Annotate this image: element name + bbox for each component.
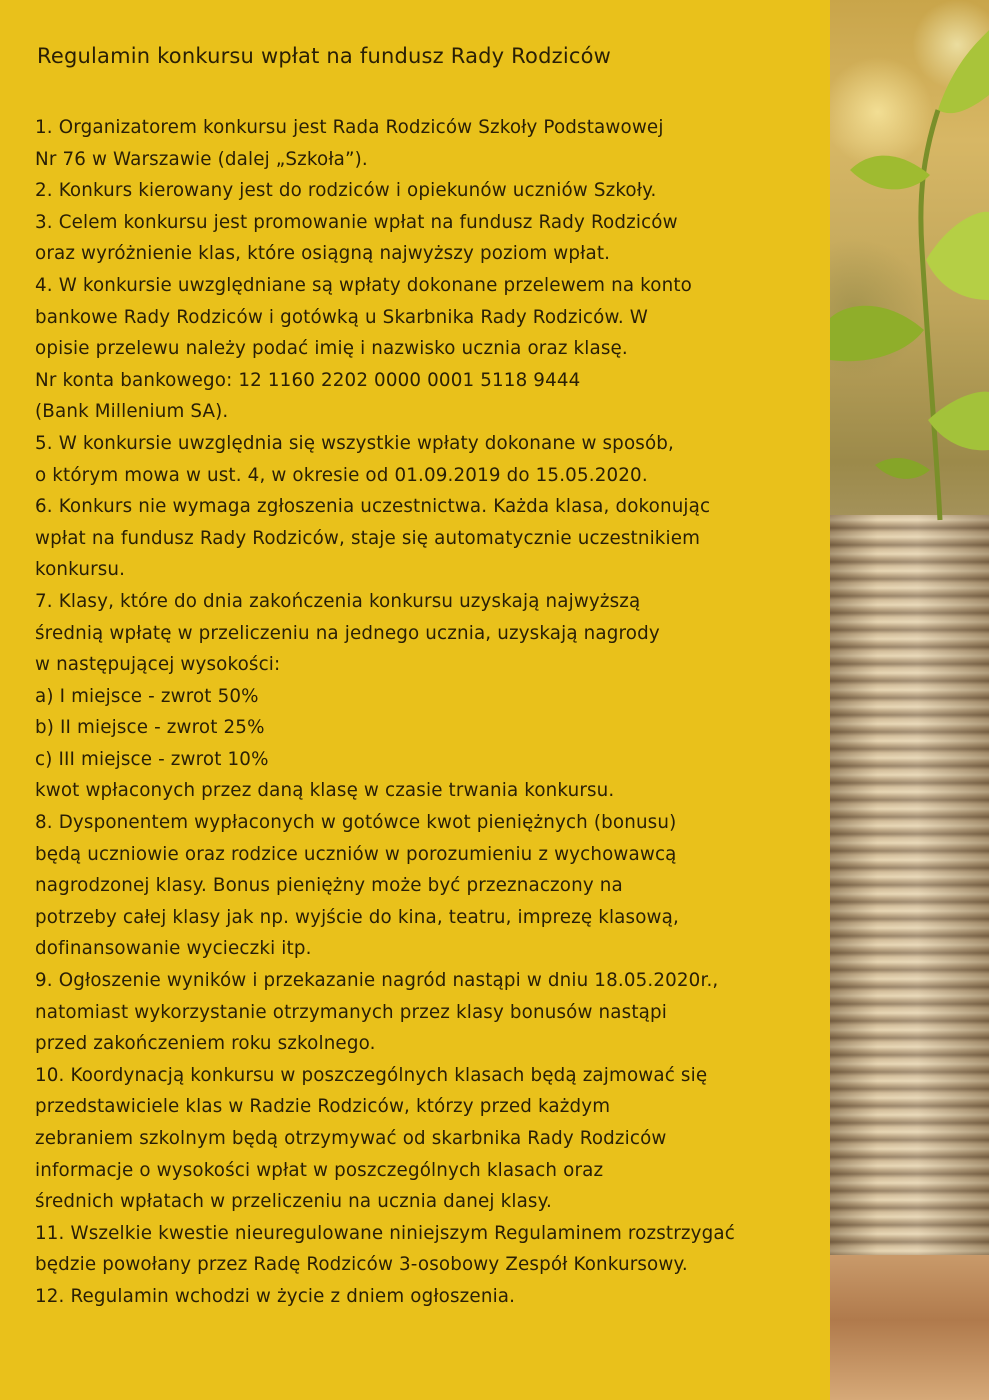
text-line: przed zakończeniem roku szkolnego. [35,1033,376,1055]
text-line: (Bank Millenium SA). [35,401,229,423]
text-line: 12. Regulamin wchodzi w życie z dniem ogłoszenia. [35,1285,516,1307]
text-line: 4. W konkursie uwzględniane są wpłaty dokonane przelewem na konto [35,274,692,296]
text-line: w następującej wysokości: [35,654,281,676]
text-line: średnich wpłatach w przeliczeniu na ucznia danej klasy. [35,1191,552,1213]
text-line: 8. Dysponentem wypłaconych w gotówce kwot pieniężnych (bonusu) [35,812,677,834]
regulations-content [35,44,825,1313]
text-line: 9. Ogłoszenie wyników i przekazanie nagród nastąpi w dniu 18.05.2020r., [35,970,719,992]
text-line: będą uczniowie oraz rodzice uczniów w porozumieniu z wychowawcą [35,843,677,865]
text-line: 6. Konkurs nie wymaga zgłoszenia uczestnictwa. Każda klasa, dokonując [35,496,711,518]
text-line: wpłat na fundusz Rady Rodziców, staje się automatycznie uczestnikiem [35,527,701,549]
text-line: informacje o wysokości wpłat w poszczególnych klasach oraz [35,1159,604,1181]
text-line: a) I miejsce - zwrot 50% [35,685,259,707]
text-line: kwot wpłaconych przez daną klasę w czasie trwania konkursu. [35,780,615,802]
text-line: 10. Koordynacją konkursu w poszczególnych klasach będą zajmować się [35,1064,708,1086]
text-line: bankowe Rady Rodziców i gotówką u Skarbnika Rady Rodziców. W [35,306,649,328]
coin-stack [830,515,989,1255]
text-line: 5. W konkursie uwzględnia się wszystkie wpłaty dokonane w sposób, [35,432,674,454]
text-line: będzie powołany przez Radę Rodziców 3-osobowy Zespół Konkursowy. [35,1254,688,1276]
text-line: 7. Klasy, które do dnia zakończenia konkursu uzyskają najwyższą [35,590,641,612]
text-line: c) III miejsce - zwrot 10% [35,748,269,770]
text-line: 2. Konkurs kierowany jest do rodziców i opiekunów uczniów Szkoły. [35,180,657,202]
text-line: nagrodzonej klasy. Bonus pieniężny może być przeznaczony na [35,875,623,897]
text-line: oraz wyróżnienie klas, które osiągną najwyższy poziom wpłat. [35,243,611,265]
text-line: potrzeby całej klasy jak np. wyjście do kina, teatru, imprezę klasową, [35,906,679,928]
text-line: 3. Celem konkursu jest promowanie wpłat na fundusz Rady Rodziców [35,211,678,233]
text-line: b) II miejsce - zwrot 25% [35,717,265,739]
text-line: 1. Organizatorem konkursu jest Rada Rodziców Szkoły Podstawowej [35,117,664,138]
text-line: opisie przelewu należy podać imię i nazwisko ucznia oraz klasę. [35,338,628,360]
text-line: przedstawiciele klas w Radzie Rodziców, którzy przed każdym [35,1096,611,1118]
text-line: zebraniem szkolnym będą otrzymywać od skarbnika Rady Rodziców [35,1128,667,1149]
text-line: 11. Wszelkie kwestie nieuregulowane niniejszym Regulaminem rozstrzygać [35,1222,735,1244]
text-line: średnią wpłatę w przeliczeniu na jednego ucznia, uzyskają nagrody [35,622,660,644]
text-line: Nr 76 w Warszawie (dalej „Szkoła”). [35,148,368,170]
text-line: konkursu. [35,559,126,581]
page-title: Regulamin konkursu wpłat na fundusz Rady Rodziców [37,44,612,68]
coin-stack-plant-photo [830,0,989,1400]
text-line: natomiast wykorzystanie otrzymanych przez klasy bonusów nastąpi [35,1001,667,1023]
plant-sprout-icon [830,0,989,560]
text-line: o którym mowa w ust. 4, w okresie od 01.09.2019 do 15.05.2020. [35,464,648,486]
regulations-text [35,112,825,1313]
wooden-table [830,1255,989,1400]
text-line: dofinansowanie wycieczki itp. [35,938,312,960]
text-line: Nr konta bankowego: 12 1160 2202 0000 0001 5118 9444 [35,369,581,391]
